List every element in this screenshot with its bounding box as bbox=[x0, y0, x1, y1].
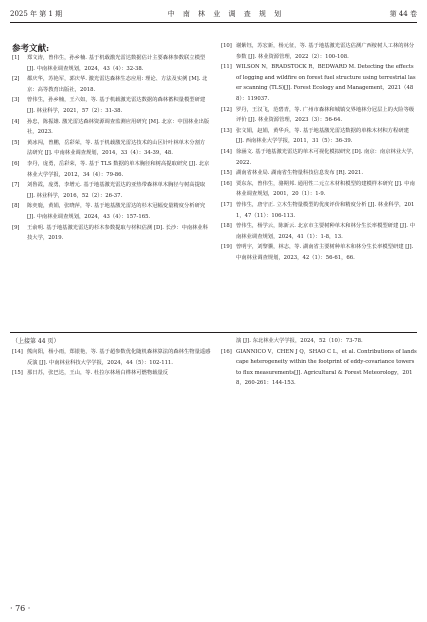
reference-number: [6] bbox=[12, 160, 20, 167]
reference-text: 王俞明. 基于地基激光雷达的杉木参数提取与材积估测 [D]. 长沙：中南林业科技大学，2019. bbox=[27, 224, 209, 242]
reference-text: 湖南省林业局. 湖南省生物量科技信息发布 [R]. 2021. bbox=[236, 170, 364, 177]
reference-item bbox=[12, 347, 212, 368]
section-divider bbox=[10, 332, 417, 333]
reference-item bbox=[221, 221, 417, 242]
reference-item bbox=[12, 159, 210, 180]
reference-item bbox=[12, 138, 210, 159]
reference-text: 那日苏，张巴达，王山，等. 杜拉尔林场白桦林可燃物载量反 bbox=[27, 370, 169, 377]
reference-text: 曾明宇，刘黎骥，林志，等. 湖南省主要树种单木和林分生长率模型研建 [J]. 中南林业调查规划，2023，42（1）：56-61，66. bbox=[236, 244, 414, 261]
references-right-column bbox=[221, 41, 417, 263]
reference-text: 罗丹，王汉飞，范碧青，等. 广州市森林和城镇交界地林分冠层上的火险等级评价 [J]. 林业资源管理，2023（3）：56-64. bbox=[236, 106, 415, 124]
reference-number: [17] bbox=[221, 201, 232, 208]
reference-item bbox=[221, 62, 417, 104]
reference-item bbox=[221, 105, 417, 126]
reference-text: 曾伟生，孙乡楠，王六如，等. 基于机载激光雷达数据的森林蓄积量模型研建 [J]. 林业科学，2021，57（2）：31-38. bbox=[27, 97, 206, 114]
reference-text: 李丹，庞勇，岳彩荣，等. 基于 TLS 数据的单木胸径和树高提取研究 [J]. 北京林业大学学报，2012，34（4）：79-86. bbox=[27, 160, 210, 178]
continued-note: （上接第 44 页） bbox=[12, 338, 60, 345]
reference-item bbox=[12, 117, 210, 138]
reference-number: [2] bbox=[12, 76, 20, 83]
reference-item bbox=[221, 168, 417, 179]
reference-item bbox=[221, 179, 417, 200]
reference-text: 贾东东，曾伟生，骆期邦. 通用性二元立木材积模型的建模样本研究 [J]. 中南林业调查规划，2001，20（1）：1-9. bbox=[236, 180, 415, 198]
references-left-column bbox=[12, 53, 210, 244]
reference-number: [13] bbox=[221, 127, 232, 134]
reference-number: [15] bbox=[221, 170, 232, 177]
header-rule bbox=[10, 22, 417, 23]
reference-text: 曾伟生，唐守正. 立木生物量模型的优度评价和精度分析 [J]. 林业科学，2011，47（11）：106-113. bbox=[236, 201, 415, 219]
reference-item bbox=[12, 53, 210, 74]
reference-number: [14] bbox=[12, 349, 23, 355]
reference-number: [10] bbox=[221, 43, 232, 49]
references-title: 参考文献: bbox=[12, 44, 50, 54]
reference-text: 徐涵文. 基于地基激光雷达的单木可视化模拟研究 [D]. 南京：南京林业大学，2022. bbox=[236, 148, 418, 166]
reference-item bbox=[12, 368, 212, 379]
reference-text: 黄冰闯，曾鹏，岳彩荣，等. 基于机载激光雷达技术的山区针叶林单木分割方法研究 [J]. 中南林业调查规划，2014，33（4）：34-39，48. bbox=[27, 139, 206, 157]
reference-item bbox=[12, 201, 210, 222]
reference-number: [14] bbox=[221, 148, 232, 155]
header-volume: 第 44 卷 bbox=[389, 10, 417, 18]
reference-number: [15] bbox=[12, 370, 23, 377]
reference-number: [12] bbox=[221, 106, 232, 113]
reference-number: [8] bbox=[12, 203, 20, 210]
reference-text: 谢紫钰，苏宏新，杨元征，等. 基于地基激光雷达估测广西桉树人工林的林分参数 [J]. 林业资源管理，2022（2）：100-108. bbox=[236, 43, 415, 60]
reference-item bbox=[12, 74, 210, 95]
page-number: · 76 · bbox=[10, 604, 31, 613]
reference-number: [18] bbox=[221, 223, 232, 230]
reference-text: 演 [J]. 东北林业大学学报，2024，52（10）：73-78. bbox=[236, 338, 363, 344]
reference-number: [11] bbox=[221, 64, 232, 71]
reference-text: WILSON N，BRADSTOCK R，BEDWARD M. Detecting the effects of logging and wildfire on forest fuel structure using terrestrial laser scanning (TLS)[J]. Forest Ecology and Management，2021（488）：119037. bbox=[236, 64, 416, 102]
reference-text: 熊向阳，杨小雨，郑银艳，等. 基于超参数优化随机森林算法的森林生物量遥感反演 [J]. 中南林业科技大学学报，2024，44（5）：102-111. bbox=[27, 349, 211, 366]
reference-number: [4] bbox=[12, 118, 20, 125]
reference-text: 都庆华，苏艳军，郭庆华. 激光雷达森林生态应用: 理论、方法及实例 [M]. 北京：高等教育出版社，2018. bbox=[27, 76, 208, 93]
reference-item bbox=[12, 180, 210, 201]
running-header bbox=[10, 8, 417, 20]
reference-text: GIANNICO V，CHEN J Q，SHAO C L，et al. Contributions of landscape heterogeneity within the footprint of eddy-covariance towers to flux measurements[J]. Agricultural & Forest Meteorology，2018，260-261：144-153. bbox=[236, 348, 417, 387]
reference-item bbox=[221, 147, 417, 168]
reference-number: [19] bbox=[221, 244, 232, 251]
reference-text: 孙忠，陈振雄. 激光雷达森林资源调查监测应用研究 [M]. 北京：中国林业出版社，2023. bbox=[27, 118, 210, 136]
reference-item bbox=[221, 347, 417, 389]
reference-item bbox=[12, 95, 210, 116]
reference-text: 郑文涛，曾伟生，孙乡楠. 基于机载激光雷达数据估计主要森林参数联立模型 [J]. 中南林业调查规划，2024，43（4）：32-38. bbox=[27, 55, 206, 72]
reference-item bbox=[221, 242, 417, 263]
reference-text: 刘鲁霞，庞勇，李增元. 基于地基激光雷达的亚热带森林单木胸径与树高提取 [J]. 林业科学，2016，52（2）：26-37. bbox=[27, 182, 206, 199]
reference-number: [1] bbox=[12, 55, 20, 61]
reference-number: [5] bbox=[12, 139, 20, 146]
reference-number bbox=[221, 336, 236, 347]
reference-text: 张文娟，赵娟，黄华兵，等. 基于地基激光雷达数据的单株木材积方程研建 [J]. 西南林业大学学报，2011，31（5）：36-39. bbox=[236, 127, 409, 145]
reference-item bbox=[221, 200, 417, 221]
continued-left-column bbox=[12, 347, 212, 379]
reference-number: [7] bbox=[12, 182, 20, 189]
reference-item bbox=[12, 223, 210, 244]
continued-right-column bbox=[221, 336, 417, 389]
reference-number: [16] bbox=[221, 180, 232, 187]
reference-text: 陈奕鹿，黄娟，张晓萍，等. 基于地基激光雷达的杉木冠幅变量精度分析研究 [J]. 中南林业调查规划，2024，43（4）：157-165. bbox=[27, 203, 206, 220]
reference-number: [16] bbox=[221, 348, 232, 355]
reference-item bbox=[221, 126, 417, 147]
reference-item bbox=[221, 41, 417, 62]
reference-item bbox=[221, 336, 417, 347]
reference-number: [9] bbox=[12, 224, 20, 231]
header-journal: 中 南 林 业 调 查 规 划 bbox=[167, 10, 285, 18]
header-issue: 2025 年 第 1 期 bbox=[10, 10, 63, 18]
reference-number: [3] bbox=[12, 97, 20, 104]
reference-text: 曾伟生，杨学云，陈新云. 北京市主要树种单木和林分生长率模型研建 [J]. 中南林业调查规划，2024，41（1）：1-8，13. bbox=[236, 223, 415, 240]
